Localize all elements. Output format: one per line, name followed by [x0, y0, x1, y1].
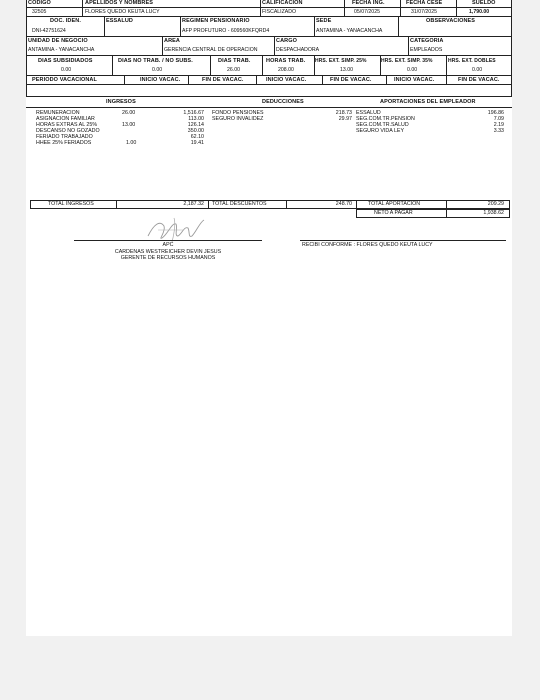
ingreso-monto: 113.00	[188, 116, 204, 122]
ingreso-cantidad: 26.00	[122, 110, 136, 116]
ingreso-monto: 62.10	[190, 134, 204, 140]
deduccion-monto: 29.97	[338, 116, 352, 122]
label-doc-iden: DOC. IDEN.	[50, 18, 81, 24]
ingreso-monto: 126.14	[187, 122, 204, 128]
value-codigo: 32505	[32, 8, 47, 15]
aportacion-monto: 196.86	[487, 110, 504, 116]
label-dias-no-trab: DIAS NO TRAB. / NO SUBS.	[118, 58, 193, 64]
value-unidad: ANTAMINA - YANACANCHA	[28, 47, 95, 53]
ingreso-monto: 350.00	[187, 128, 204, 134]
ingreso-concepto: FERIADO TRABAJADO	[36, 134, 93, 140]
total-descuentos-label: TOTAL DESCUENTOS	[212, 201, 267, 207]
aportacion-concepto: SEGURO VIDA LEY	[356, 128, 404, 134]
signature-employer-title: GERENTE DE RECURSOS HUMANOS	[120, 255, 216, 261]
label-observaciones: OBSERVACIONES	[426, 18, 476, 24]
total-ingresos-value: 2,187.32	[183, 201, 204, 207]
label-inicio-vacac-2: INICIO VACAC.	[266, 76, 307, 83]
value-calificacion: FISCALIZADO	[262, 8, 297, 15]
ingreso-monto: 19.41	[190, 140, 204, 146]
label-calificacion: CALIFICACION	[262, 0, 303, 6]
value-hrs-ext-35: 0.00	[407, 67, 418, 73]
value-categoria: EMPLEADOS	[410, 47, 443, 53]
total-aportacion-value: 209.29	[487, 201, 504, 207]
label-fin-vacac-3: FIN DE VACAC.	[458, 76, 500, 83]
label-dias-trab: DIAS TRAB.	[218, 58, 251, 64]
total-aportacion-label: TOTAL APORTACION	[368, 201, 421, 207]
value-fecha-ing: 05/07/2025	[354, 8, 380, 15]
label-hrs-ext-25: HRS. EXT. SIMP. 25%	[315, 58, 367, 64]
value-doc-iden: DNI-42751624	[32, 28, 66, 34]
label-apellidos: APELLIDOS Y NOMBRES	[85, 0, 154, 6]
label-horas-trab: HORAS TRAB.	[266, 58, 306, 64]
aportacion-concepto: SEG.COM.TR.SALUD	[356, 122, 409, 128]
value-dias-subsidiados: 0.00	[61, 67, 72, 73]
ingreso-concepto: ASIGNACION FAMILIAR	[36, 116, 95, 122]
neto-label: NETO A PAGAR	[374, 210, 413, 216]
ingreso-concepto: HORAS EXTRAS AL 25%	[36, 122, 98, 128]
value-sueldo: 1,790.00	[469, 8, 490, 15]
payslip-sheet	[26, 0, 512, 636]
value-hrs-ext-25: 13.00	[340, 67, 353, 73]
section-ingresos: INGRESOS	[106, 99, 136, 105]
label-sede: SEDE	[316, 18, 332, 24]
label-unidad: UNIDAD DE NEGOCIO	[28, 38, 88, 44]
aportacion-concepto: ESSALUD	[356, 110, 381, 116]
label-cargo: CARGO	[276, 38, 297, 44]
aportacion-monto: 2.19	[493, 122, 504, 128]
label-inicio-vacac-3: INICIO VACAC.	[394, 76, 435, 83]
label-fecha-cese: FECHA CESE	[406, 0, 443, 6]
signature-receipt: RECIBI CONFORME : FLORES QUEDO KEUTA LUCY	[302, 242, 433, 248]
deduccion-monto: 218.73	[335, 110, 352, 116]
total-ingresos-label: TOTAL INGRESOS	[48, 201, 94, 207]
label-area: AREA	[164, 38, 180, 44]
label-hrs-ext-35: HRS. EXT. SIMP. 35%	[381, 58, 433, 64]
ingreso-concepto: DESCANSO NO GOZADO	[36, 128, 100, 134]
label-dias-subsidiados: DIAS SUBSIDIADOS	[38, 58, 93, 64]
label-periodo-vacacional: PERIODO VACACIONAL	[32, 76, 97, 83]
signature-apc: APC	[162, 242, 174, 248]
aportacion-concepto: SEG.COM.TR.PENSION	[356, 116, 415, 122]
section-aportaciones: APORTACIONES DEL EMPLEADOR	[380, 99, 476, 105]
aportacion-monto: 7.09	[493, 116, 504, 122]
label-essalud: ESSALUD	[106, 18, 133, 24]
aportacion-monto: 3.33	[493, 128, 504, 134]
value-apellidos: FLORES QUEDO KEUTA LUCY	[85, 8, 160, 15]
value-dias-no-trab: 0.00	[152, 67, 163, 73]
value-dias-trab: 26.00	[227, 67, 240, 73]
section-deducciones: DEDUCCIONES	[262, 99, 304, 105]
deduccion-concepto: FONDO PENSIONES	[212, 110, 264, 116]
value-cargo: DESPACHADORA	[276, 47, 320, 53]
value-fecha-cese: 31/07/2025	[411, 8, 437, 15]
label-fecha-ing: FECHA ING.	[352, 0, 385, 6]
ingreso-concepto: HHEE 25% FERIADOS	[36, 140, 92, 146]
label-inicio-vacac-1: INICIO VACAC.	[140, 76, 181, 83]
totals-row	[30, 200, 510, 209]
value-hrs-ext-dobles: 0.00	[472, 67, 483, 73]
total-descuentos-value: 248.70	[335, 201, 352, 207]
label-fin-vacac-1: FIN DE VACAC.	[202, 76, 244, 83]
neto-value: 1,938.62	[483, 210, 504, 216]
value-regimen: AFP PROFUTURO - 609560KFQRD4	[182, 28, 270, 34]
value-area: GERENCIA CENTRAL DE OPERACION	[164, 47, 258, 53]
ingreso-monto: 1,516.67	[183, 110, 204, 116]
label-codigo: CODIGO	[28, 0, 51, 6]
ingreso-cantidad: 1.00	[126, 140, 137, 146]
ingreso-cantidad: 13.00	[122, 122, 136, 128]
value-sede: ANTAMINA - YANACANCHA	[316, 28, 383, 34]
ingreso-concepto: REMUNERACION	[36, 110, 80, 116]
value-horas-trab: 208.00	[278, 67, 294, 73]
signature-employer-name: CARDENAS WESTREICHER DEVIN JESUS	[114, 249, 222, 255]
label-categoria: CATEGORIA	[410, 38, 444, 44]
deduccion-concepto: SEGURO INVALIDEZ	[212, 116, 264, 122]
label-fin-vacac-2: FIN DE VACAC.	[330, 76, 372, 83]
label-hrs-ext-dobles: HRS. EXT. DOBLES	[448, 58, 496, 64]
label-regimen: REGIMEN PENSIONARIO	[182, 18, 250, 24]
label-sueldo: SUELDO	[472, 0, 496, 6]
